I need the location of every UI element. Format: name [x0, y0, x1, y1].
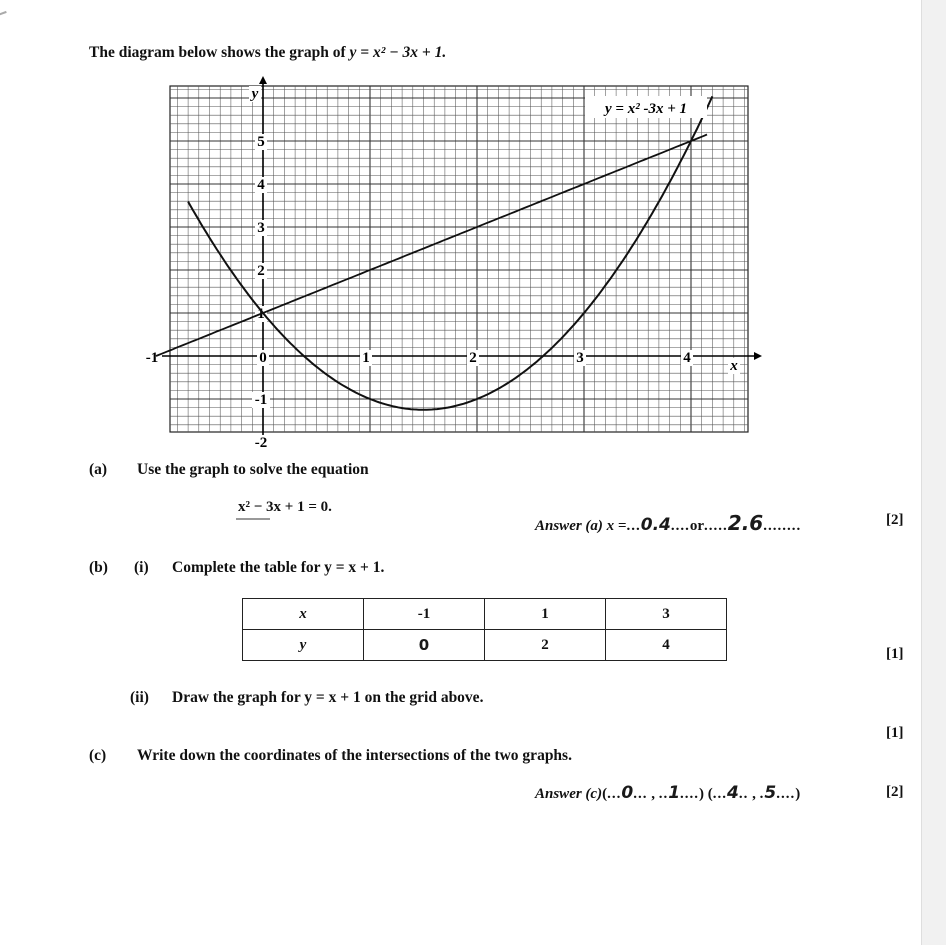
part-c-instruction: Write down the coordinates of the intersections of the two graphs.	[137, 747, 572, 764]
part-b-i-marks: [1]	[886, 646, 904, 662]
part-c-point2-x[interactable]: 4	[727, 783, 739, 803]
part-b-i-instruction: Complete the table for y = x + 1.	[172, 559, 385, 576]
part-a-answer-1[interactable]: 0.4	[640, 515, 671, 535]
table-row-y	[243, 630, 727, 661]
y-tick-label: 1	[257, 306, 265, 322]
table-cell-x3: 3	[606, 599, 727, 630]
part-c-marks: [2]	[886, 784, 904, 800]
table-cell-y1[interactable]: 0	[364, 630, 485, 661]
table-row-x	[243, 599, 727, 630]
part-c-point1-x[interactable]: 0	[621, 783, 634, 803]
x-tick-label: -1	[145, 350, 159, 366]
part-c-point1-y[interactable]: 1	[668, 783, 681, 803]
y-tick-label: 2	[257, 263, 265, 279]
part-a-or: or	[689, 518, 705, 534]
values-table	[242, 598, 727, 661]
table-cell-y2: 2	[485, 630, 606, 661]
underline-mark	[236, 517, 272, 521]
y-axis-label: y	[251, 86, 259, 102]
x-tick-label: 4	[683, 350, 691, 366]
part-a-answer: Answer (a) x =...0.4....or.....2.6........	[535, 511, 802, 535]
part-a-label: (a)	[89, 461, 108, 478]
part-a-instruction: Use the graph to solve the equation	[137, 461, 369, 478]
part-b-ii-label: (ii)	[130, 689, 149, 706]
x-axis-label: x	[730, 358, 738, 374]
part-c-label: (c)	[89, 747, 107, 764]
part-c-point2-y[interactable]: 5	[764, 783, 777, 803]
x-axis-arrow	[754, 352, 762, 360]
table-cell-y3: 4	[606, 630, 727, 661]
x-tick-label: 3	[576, 350, 584, 366]
part-b-i-label: (i)	[134, 559, 149, 576]
y-tick-label: 3	[257, 220, 265, 236]
y-tick-label: 5	[257, 134, 265, 150]
part-c-answer-label: Answer (c)	[535, 786, 603, 802]
part-b-ii-instruction: Draw the graph for y = x + 1 on the grid above.	[172, 689, 484, 706]
table-header-x: x	[243, 599, 364, 630]
part-a-answer-2[interactable]: 2.6	[727, 511, 764, 535]
curve-label-group	[585, 96, 707, 118]
y-tick-label: -2	[254, 435, 268, 451]
table-cell-x2: 1	[485, 599, 606, 630]
part-a-answer-label: Answer (a) x =	[535, 518, 627, 534]
part-c-answer: Answer (c)(...0... , ..1....) (...4.. , .5....)	[535, 783, 801, 803]
y-tick-label: -1	[254, 392, 268, 408]
y-axis-arrow	[259, 76, 267, 84]
table-header-y: y	[243, 630, 364, 661]
intro-text: The diagram below shows the graph of	[89, 44, 346, 61]
part-a-marks: [2]	[886, 512, 904, 528]
x-tick-label: 1	[362, 350, 370, 366]
part-b-label: (b)	[89, 559, 108, 576]
part-a-equation: x² − 3x + 1 = 0.	[238, 499, 332, 515]
curve-label: y = x² -3x + 1	[605, 101, 687, 117]
part-b-ii-marks: [1]	[886, 725, 904, 741]
y-tick-label: 4	[257, 177, 265, 193]
intro-equation: y = x² − 3x + 1.	[349, 44, 447, 61]
x-tick-label: 0	[259, 350, 267, 366]
x-tick-label: 2	[469, 350, 477, 366]
table-cell-x1: -1	[364, 599, 485, 630]
